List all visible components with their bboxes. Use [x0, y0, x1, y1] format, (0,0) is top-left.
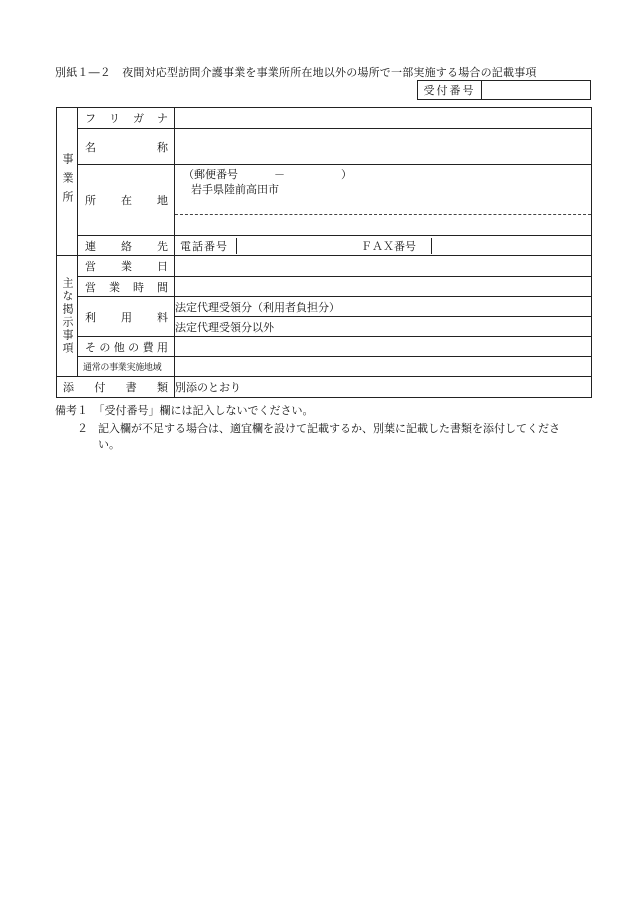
- contact-label-cell: [78, 236, 175, 256]
- fees-non-statutory-field[interactable]: 法定代理受領分以外: [175, 317, 592, 337]
- remark-2: [55, 421, 578, 453]
- other-costs-label: そ の 他 の 費 用: [85, 340, 168, 354]
- postal-code-line: [183, 167, 591, 182]
- tel-label: 電話番号: [175, 238, 237, 254]
- reception-number-label: 受付番号: [418, 81, 482, 99]
- name-field[interactable]: [175, 129, 592, 165]
- business-days-label: 営 業 日: [85, 260, 168, 273]
- remark-1: 備考１ 「受付番号」欄には記入しないでください。: [55, 404, 314, 417]
- furigana-label-cell: [78, 108, 175, 129]
- attachments-field[interactable]: 別添のとおり: [175, 377, 592, 398]
- city-text: 岩手県陸前高田市: [191, 183, 279, 196]
- reception-number-box: [417, 80, 591, 100]
- business-days-field[interactable]: [175, 256, 592, 277]
- service-area-field[interactable]: [175, 357, 592, 377]
- contact-label: 連 絡 先: [85, 239, 168, 253]
- postal-code-dash: －: [274, 168, 285, 181]
- postal-code-suffix: ）: [341, 168, 352, 181]
- service-area-label: 通常の事業実施地域: [83, 363, 162, 373]
- fees-label: 利 用 料: [85, 310, 168, 324]
- name-label-cell: [78, 129, 175, 165]
- location-label: 所 在 地: [85, 194, 168, 207]
- location-label-cell: [78, 165, 175, 236]
- contact-cell: [175, 236, 592, 256]
- fees-label-cell: [78, 297, 175, 337]
- business-hours-label-cell: [78, 277, 175, 297]
- form-title: 別紙１―２ 夜間対応型訪問介護事業を事業所所在地以外の場所で一部実施する場合の記載事項: [55, 66, 537, 79]
- fees-statutory-proxy-field[interactable]: 法定代理受領分（利用者負担分）: [175, 297, 592, 317]
- application-form-table: [56, 107, 592, 398]
- name-label: 名 称: [85, 140, 168, 154]
- office-category-cell: [57, 108, 78, 256]
- business-hours-field[interactable]: [175, 277, 592, 297]
- fax-label: ＦＡＸ番号: [356, 238, 432, 254]
- reception-number-field[interactable]: [482, 81, 590, 99]
- office-category-label: 事業所: [61, 153, 74, 210]
- attachments-label-cell: [57, 377, 175, 398]
- location-field[interactable]: [175, 165, 592, 236]
- furigana-label: フ リ ガ ナ: [85, 112, 168, 125]
- other-costs-label-cell: [78, 337, 175, 357]
- furigana-field[interactable]: [175, 108, 592, 129]
- remark-2-number: ２: [77, 422, 88, 435]
- remarks: [55, 403, 578, 453]
- service-area-label-cell: [78, 357, 175, 377]
- location-lower: [175, 215, 591, 235]
- business-hours-label: 営 業 時 間: [85, 280, 168, 294]
- location-upper: [175, 165, 591, 215]
- notices-category-cell: [57, 256, 78, 377]
- postal-code-prefix: （郵便番号: [183, 168, 238, 181]
- attachments-label: 添 付 書 類: [63, 381, 168, 394]
- business-days-label-cell: [78, 256, 175, 277]
- notices-category-label: 主な掲示事項: [61, 277, 74, 355]
- other-costs-field[interactable]: [175, 337, 592, 357]
- remark-2-text: 記入欄が不足する場合は、適宜欄を設けて記載するか、別葉に記載した書類を添付してください。: [98, 422, 560, 451]
